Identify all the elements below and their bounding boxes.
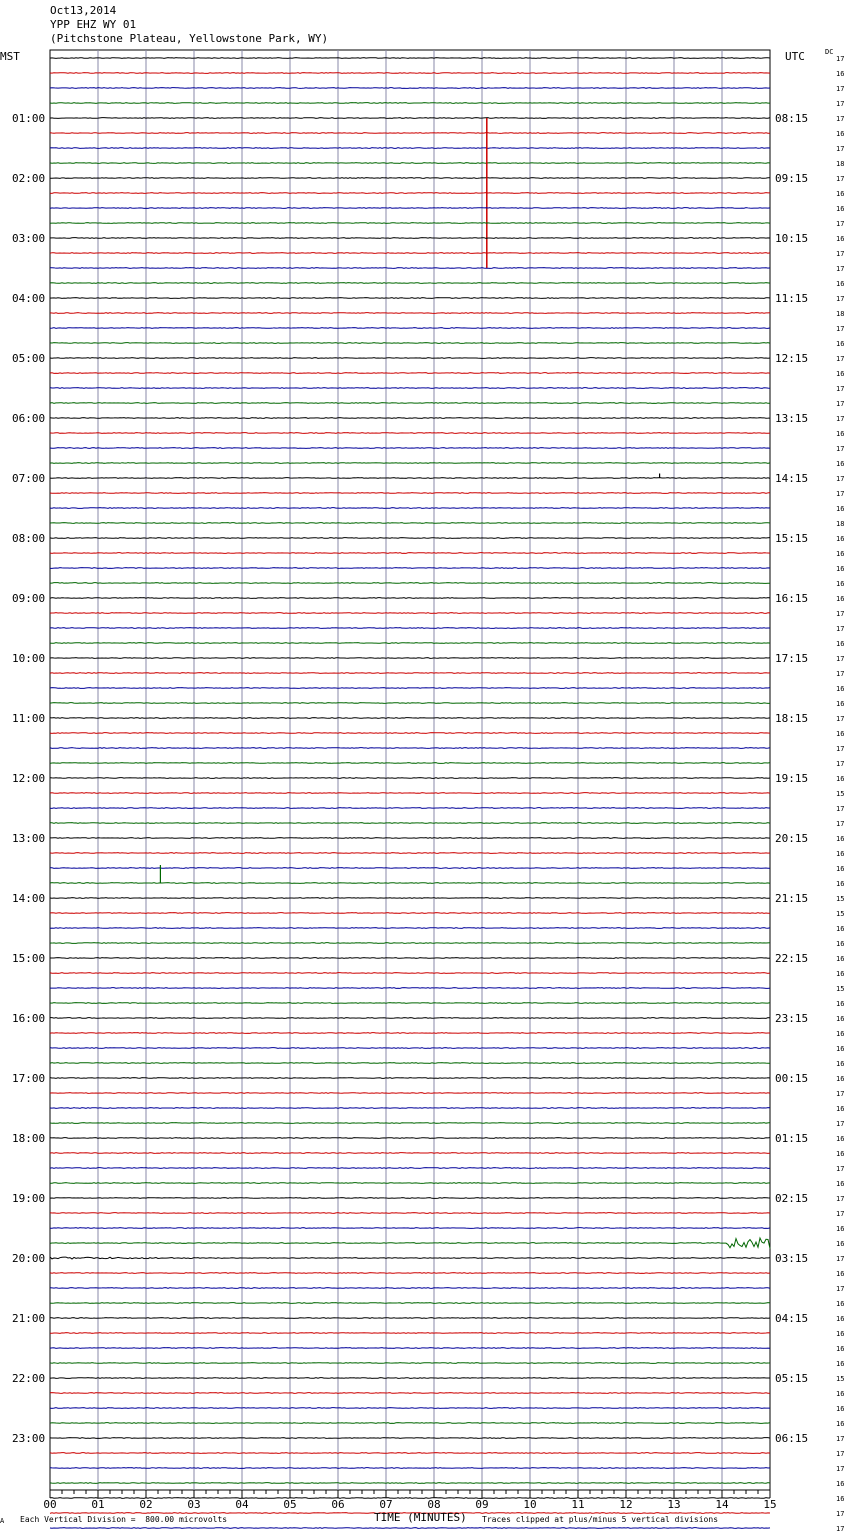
- trace-7: [50, 163, 770, 164]
- dc-offset-value: 17: [836, 760, 845, 768]
- record-date: Oct13,2014: [50, 4, 117, 17]
- trace-96: [50, 1498, 770, 1499]
- dc-offset-value: 16: [836, 955, 845, 963]
- dc-offset-value: 16: [836, 1495, 845, 1503]
- dc-offset-header: DC: [825, 48, 834, 56]
- trace-80: [50, 1257, 770, 1259]
- dc-offset-value: 16: [836, 850, 845, 858]
- right-hour-label: 14:15: [775, 472, 809, 485]
- dc-offset-value: 16: [836, 1390, 845, 1398]
- trace-53: [50, 853, 770, 854]
- dc-offset-value: 18: [836, 160, 845, 168]
- dc-offset-value: 16: [836, 880, 845, 888]
- dc-offset-value: 16: [836, 685, 845, 693]
- dc-offset-value: 17: [836, 445, 845, 453]
- right-hour-label: 05:15: [775, 1372, 809, 1385]
- x-tick-label: 06: [331, 1498, 345, 1511]
- dc-offset-value: 16: [836, 70, 845, 78]
- trace-54: [50, 868, 770, 869]
- trace-29: [50, 493, 770, 494]
- trace-52: [50, 838, 770, 839]
- dc-offset-value: 16: [836, 1030, 845, 1038]
- dc-offset-value: 17: [836, 610, 845, 618]
- left-hour-label: 23:00: [12, 1432, 46, 1445]
- x-tick-label: 14: [715, 1498, 729, 1511]
- trace-27: [50, 463, 770, 464]
- trace-83: [50, 1303, 770, 1304]
- dc-offset-value: 17: [836, 250, 845, 258]
- x-tick-label: 13: [667, 1498, 681, 1511]
- dc-offset-value: 17: [836, 1195, 845, 1203]
- dc-offset-value: 16: [836, 1330, 845, 1338]
- right-hour-label: 13:15: [775, 412, 809, 425]
- dc-offset-value: 17: [836, 805, 845, 813]
- x-tick-label: 00: [43, 1498, 57, 1511]
- dc-offset-value: 17: [836, 1510, 845, 1518]
- dc-offset-value: 17: [836, 1435, 845, 1443]
- trace-82: [50, 1288, 770, 1289]
- trace-40: [50, 658, 770, 659]
- x-tick-label: 09: [475, 1498, 489, 1511]
- left-hour-label: 02:00: [12, 172, 46, 185]
- trace-51: [50, 823, 770, 824]
- vertical-scale-note: Each Vertical Division = 800.00 microvolts: [20, 1515, 228, 1524]
- dc-offset-value: 17: [836, 625, 845, 633]
- dc-offset-value: 16: [836, 1135, 845, 1143]
- trace-44: [50, 718, 770, 719]
- trace-35: [50, 583, 770, 584]
- left-hour-label: 14:00: [12, 892, 46, 905]
- left-hour-label: 06:00: [12, 412, 46, 425]
- dc-offset-value: 16: [836, 1105, 845, 1113]
- right-hour-label: 16:15: [775, 592, 809, 605]
- x-tick-label: 05: [283, 1498, 297, 1511]
- dc-offset-value: 17: [836, 295, 845, 303]
- dc-offset-value: 16: [836, 370, 845, 378]
- trace-20: [50, 358, 770, 359]
- dc-offset-value: 16: [836, 775, 845, 783]
- dc-offset-value: 17: [836, 475, 845, 483]
- dc-offset-value: 16: [836, 340, 845, 348]
- trace-10: [50, 208, 770, 209]
- trace-50: [50, 808, 770, 809]
- right-hour-label: 20:15: [775, 832, 809, 845]
- trace-77: [50, 1213, 770, 1214]
- dc-offset-value: 17: [836, 55, 845, 63]
- trace-43: [50, 703, 770, 704]
- trace-89: [50, 1393, 770, 1394]
- right-hour-label: 06:15: [775, 1432, 809, 1445]
- trace-56: [50, 898, 770, 899]
- dc-offset-value: 17: [836, 1465, 845, 1473]
- dc-offset-value: 17: [836, 385, 845, 393]
- left-hour-label: 09:00: [12, 592, 46, 605]
- trace-26: [50, 448, 770, 449]
- trace-69: [50, 1093, 770, 1094]
- dc-offset-value: 17: [836, 85, 845, 93]
- dc-offset-value: 15: [836, 1375, 845, 1383]
- trace-22: [50, 388, 770, 389]
- trace-66: [50, 1048, 770, 1049]
- dc-offset-value: 16: [836, 1060, 845, 1068]
- left-hour-label: 11:00: [12, 712, 46, 725]
- station-code: YPP EHZ WY 01: [50, 18, 137, 31]
- trace-17: [50, 313, 770, 314]
- trace-24: [50, 418, 770, 419]
- trace-33: [50, 553, 770, 554]
- dc-offset-value: 16: [836, 565, 845, 573]
- right-hour-label: 04:15: [775, 1312, 809, 1325]
- trace-90: [50, 1408, 770, 1409]
- trace-2: [50, 88, 770, 89]
- trace-37: [50, 613, 770, 614]
- trace-42: [50, 688, 770, 689]
- dc-offset-value: 17: [836, 820, 845, 828]
- dc-offset-value: 17: [836, 655, 845, 663]
- right-hour-label: 09:15: [775, 172, 809, 185]
- trace-28: [50, 478, 770, 479]
- trace-1: [50, 73, 770, 74]
- trace-98: [50, 1528, 770, 1529]
- dc-offset-value: 16: [836, 505, 845, 513]
- x-tick-label: 11: [571, 1498, 585, 1511]
- right-hour-label: 19:15: [775, 772, 809, 785]
- dc-offset-value: 16: [836, 700, 845, 708]
- dc-offset-value: 16: [836, 1270, 845, 1278]
- left-hour-label: 04:00: [12, 292, 46, 305]
- trace-75: [50, 1183, 770, 1184]
- dc-offset-value: 16: [836, 1180, 845, 1188]
- trace-63: [50, 1003, 770, 1004]
- trace-60: [50, 958, 770, 959]
- trace-87: [50, 1363, 770, 1364]
- right-hour-label: 23:15: [775, 1012, 809, 1025]
- trace-18: [50, 328, 770, 329]
- x-tick-label: 15: [763, 1498, 777, 1511]
- dc-offset-value: 17: [836, 325, 845, 333]
- dc-offset-value: 17: [836, 100, 845, 108]
- trace-3: [50, 103, 770, 104]
- dc-offset-value: 17: [836, 265, 845, 273]
- right-hour-label: 08:15: [775, 112, 809, 125]
- dc-offset-value: 16: [836, 1405, 845, 1413]
- trace-73: [50, 1153, 770, 1154]
- trace-25: [50, 433, 770, 434]
- dc-offset-value: 16: [836, 1225, 845, 1233]
- left-hour-label: 03:00: [12, 232, 46, 245]
- trace-64: [50, 1018, 770, 1019]
- dc-offset-value: 16: [836, 1360, 845, 1368]
- dc-offset-value: 16: [836, 535, 845, 543]
- dc-offset-value: 16: [836, 1150, 845, 1158]
- dc-offset-value: 16: [836, 925, 845, 933]
- dc-offset-value: 17: [836, 670, 845, 678]
- dc-offset-value: 17: [836, 415, 845, 423]
- trace-47: [50, 763, 770, 764]
- dc-offset-value: 16: [836, 1000, 845, 1008]
- dc-offset-value: 17: [836, 1120, 845, 1128]
- trace-0: [50, 58, 770, 59]
- trace-94: [50, 1468, 770, 1469]
- trace-67: [50, 1063, 770, 1064]
- right-hour-label: 22:15: [775, 952, 809, 965]
- x-axis-label: TIME (MINUTES): [374, 1511, 467, 1524]
- dc-offset-value: 17: [836, 1450, 845, 1458]
- trace-95: [50, 1483, 770, 1484]
- dc-offset-value: 17: [836, 1165, 845, 1173]
- trace-68: [50, 1078, 770, 1079]
- trace-19: [50, 343, 770, 344]
- dc-offset-value: 16: [836, 190, 845, 198]
- trace-9: [50, 193, 770, 194]
- left-timezone-label: MST: [0, 50, 20, 63]
- trace-23: [50, 403, 770, 404]
- dc-offset-value: 18: [836, 520, 845, 528]
- dc-offset-value: 16: [836, 940, 845, 948]
- trace-8: [50, 178, 770, 179]
- trace-65: [50, 1033, 770, 1034]
- right-hour-label: 21:15: [775, 892, 809, 905]
- dc-offset-value: 16: [836, 865, 845, 873]
- x-tick-label: 10: [523, 1498, 537, 1511]
- x-tick-label: 08: [427, 1498, 441, 1511]
- dc-offset-value: 16: [836, 130, 845, 138]
- right-hour-label: 10:15: [775, 232, 809, 245]
- left-hour-label: 12:00: [12, 772, 46, 785]
- trace-15: [50, 283, 770, 284]
- dc-offset-value: 16: [836, 1045, 845, 1053]
- left-hour-label: 10:00: [12, 652, 46, 665]
- dc-offset-value: 17: [836, 1255, 845, 1263]
- dc-offset-value: 16: [836, 205, 845, 213]
- left-hour-label: 07:00: [12, 472, 46, 485]
- left-hour-label: 22:00: [12, 1372, 46, 1385]
- trace-74: [50, 1168, 770, 1169]
- x-tick-label: 12: [619, 1498, 633, 1511]
- trace-79: [50, 1238, 770, 1249]
- dc-offset-value: 15: [836, 790, 845, 798]
- trace-39: [50, 643, 770, 644]
- trace-62: [50, 988, 770, 989]
- left-hour-label: 13:00: [12, 832, 46, 845]
- dc-offset-value: 16: [836, 640, 845, 648]
- dc-offset-value: 15: [836, 985, 845, 993]
- trace-76: [50, 1198, 770, 1199]
- dc-offset-value: 17: [836, 1210, 845, 1218]
- trace-14: [50, 268, 770, 269]
- dc-offset-value: 17: [836, 400, 845, 408]
- trace-45: [50, 733, 770, 734]
- left-hour-label: 08:00: [12, 532, 46, 545]
- dc-offset-value: 16: [836, 1420, 845, 1428]
- x-tick-label: 02: [139, 1498, 153, 1511]
- dc-offset-value: 16: [836, 730, 845, 738]
- right-hour-label: 12:15: [775, 352, 809, 365]
- left-hour-label: 01:00: [12, 112, 46, 125]
- left-hour-label: 20:00: [12, 1252, 46, 1265]
- right-timezone-label: UTC: [785, 50, 805, 63]
- trace-31: [50, 523, 770, 524]
- trace-92: [50, 1438, 770, 1439]
- dc-offset-value: 16: [836, 460, 845, 468]
- trace-34: [50, 568, 770, 569]
- left-hour-label: 15:00: [12, 952, 46, 965]
- dc-offset-value: 17: [836, 145, 845, 153]
- dc-offset-value: 16: [836, 550, 845, 558]
- right-hour-label: 03:15: [775, 1252, 809, 1265]
- dc-offset-value: 17: [836, 1525, 845, 1533]
- dc-offset-value: 16: [836, 1480, 845, 1488]
- trace-57: [50, 913, 770, 914]
- station-location: (Pitchstone Plateau, Yellowstone Park, WY): [50, 32, 329, 45]
- dc-offset-value: 16: [836, 835, 845, 843]
- dc-offset-value: 17: [836, 355, 845, 363]
- right-hour-label: 02:15: [775, 1192, 809, 1205]
- right-hour-label: 18:15: [775, 712, 809, 725]
- trace-5: [50, 133, 770, 134]
- dc-offset-value: 17: [836, 745, 845, 753]
- dc-offset-value: 16: [836, 235, 845, 243]
- trace-38: [50, 628, 770, 629]
- dc-offset-value: 17: [836, 115, 845, 123]
- dc-offset-value: 16: [836, 595, 845, 603]
- right-hour-label: 15:15: [775, 532, 809, 545]
- trace-72: [50, 1138, 770, 1139]
- trace-41: [50, 673, 770, 674]
- dc-offset-value: 16: [836, 970, 845, 978]
- trace-21: [50, 373, 770, 374]
- right-hour-label: 17:15: [775, 652, 809, 665]
- trace-36: [50, 598, 770, 599]
- trace-88: [50, 1378, 770, 1379]
- dc-offset-value: 17: [836, 715, 845, 723]
- dc-offset-value: 16: [836, 280, 845, 288]
- trace-93: [50, 1453, 770, 1454]
- trace-55: [50, 883, 770, 884]
- dc-offset-value: 16: [836, 430, 845, 438]
- dc-offset-value: 16: [836, 1240, 845, 1248]
- trace-48: [50, 778, 770, 779]
- x-tick-label: 07: [379, 1498, 393, 1511]
- trace-85: [50, 1333, 770, 1334]
- dc-offset-value: 16: [836, 1075, 845, 1083]
- x-tick-label: 03: [187, 1498, 201, 1511]
- dc-offset-value: 17: [836, 220, 845, 228]
- left-hour-label: 19:00: [12, 1192, 46, 1205]
- dc-offset-value: 18: [836, 310, 845, 318]
- left-hour-label: 17:00: [12, 1072, 46, 1085]
- dc-offset-value: 16: [836, 1015, 845, 1023]
- trace-6: [50, 148, 770, 149]
- trace-32: [50, 538, 770, 539]
- left-hour-label: 21:00: [12, 1312, 46, 1325]
- left-hour-label: 18:00: [12, 1132, 46, 1145]
- dc-offset-value: 17: [836, 175, 845, 183]
- dc-offset-value: 16: [836, 1345, 845, 1353]
- trace-13: [50, 253, 770, 254]
- plot-frame: [50, 50, 770, 1490]
- trace-81: [50, 1273, 770, 1274]
- trace-78: [50, 1228, 770, 1229]
- dc-offset-value: 17: [836, 1090, 845, 1098]
- clip-note: Traces clipped at plus/minus 5 vertical divisions: [482, 1515, 719, 1524]
- trace-58: [50, 928, 770, 929]
- left-hour-label: 05:00: [12, 352, 46, 365]
- right-hour-label: 00:15: [775, 1072, 809, 1085]
- trace-4: [50, 118, 770, 119]
- footer-mark: A: [0, 1517, 5, 1525]
- trace-61: [50, 973, 770, 974]
- trace-46: [50, 748, 770, 749]
- trace-84: [50, 1318, 770, 1319]
- trace-12: [50, 238, 770, 239]
- right-hour-label: 01:15: [775, 1132, 809, 1145]
- x-tick-label: 01: [91, 1498, 105, 1511]
- dc-offset-value: 15: [836, 910, 845, 918]
- trace-11: [50, 223, 770, 224]
- x-tick-label: 04: [235, 1498, 249, 1511]
- dc-offset-value: 15: [836, 895, 845, 903]
- trace-71: [50, 1123, 770, 1124]
- trace-59: [50, 943, 770, 944]
- dc-offset-value: 17: [836, 1285, 845, 1293]
- dc-offset-value: 17: [836, 490, 845, 498]
- trace-70: [50, 1108, 770, 1109]
- trace-16: [50, 298, 770, 299]
- dc-offset-value: 16: [836, 1315, 845, 1323]
- right-hour-label: 11:15: [775, 292, 809, 305]
- dc-offset-value: 16: [836, 1300, 845, 1308]
- left-hour-label: 16:00: [12, 1012, 46, 1025]
- trace-86: [50, 1348, 770, 1349]
- trace-30: [50, 508, 770, 509]
- dc-offset-value: 16: [836, 580, 845, 588]
- trace-91: [50, 1423, 770, 1424]
- trace-49: [50, 793, 770, 794]
